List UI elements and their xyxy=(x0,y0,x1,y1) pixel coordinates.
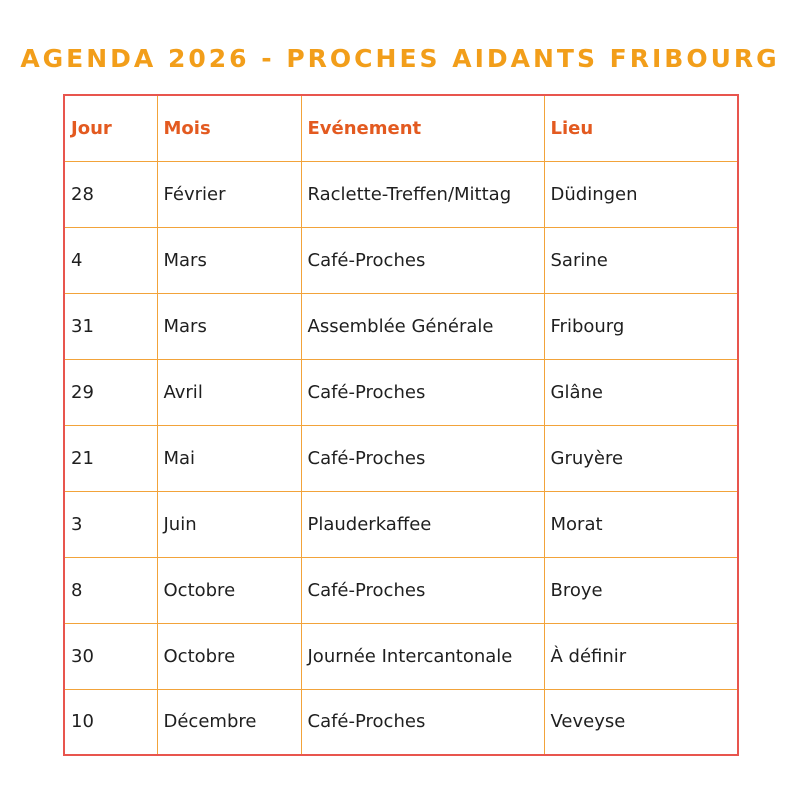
table-row xyxy=(64,227,738,293)
cell-mois: Avril xyxy=(157,359,301,425)
cell-evenement: Café-Proches xyxy=(301,557,544,623)
cell-evenement: Plauderkaffee xyxy=(301,491,544,557)
cell-jour: 28 xyxy=(64,161,157,227)
cell-lieu: Broye xyxy=(544,557,738,623)
cell-lieu: Fribourg xyxy=(544,293,738,359)
cell-lieu: Veveyse xyxy=(544,689,738,755)
cell-mois: Octobre xyxy=(157,557,301,623)
cell-mois: Mai xyxy=(157,425,301,491)
cell-mois: Mars xyxy=(157,293,301,359)
cell-jour: 10 xyxy=(64,689,157,755)
cell-jour: 4 xyxy=(64,227,157,293)
table-row xyxy=(64,359,738,425)
cell-evenement: Café-Proches xyxy=(301,425,544,491)
table-row xyxy=(64,161,738,227)
header-mois: Mois xyxy=(157,95,301,161)
table-row xyxy=(64,623,738,689)
table-row xyxy=(64,491,738,557)
cell-lieu: Sarine xyxy=(544,227,738,293)
cell-lieu: Düdingen xyxy=(544,161,738,227)
cell-lieu: Morat xyxy=(544,491,738,557)
table-row xyxy=(64,689,738,755)
cell-mois: Mars xyxy=(157,227,301,293)
table-row xyxy=(64,425,738,491)
cell-jour: 29 xyxy=(64,359,157,425)
cell-evenement: Assemblée Générale xyxy=(301,293,544,359)
cell-lieu: À définir xyxy=(544,623,738,689)
cell-jour: 31 xyxy=(64,293,157,359)
agenda-table xyxy=(63,94,739,756)
table-header-row xyxy=(64,95,738,161)
cell-jour: 21 xyxy=(64,425,157,491)
cell-lieu: Glâne xyxy=(544,359,738,425)
cell-mois: Février xyxy=(157,161,301,227)
table-row xyxy=(64,293,738,359)
header-lieu: Lieu xyxy=(544,95,738,161)
cell-mois: Octobre xyxy=(157,623,301,689)
cell-jour: 8 xyxy=(64,557,157,623)
table-row xyxy=(64,557,738,623)
cell-jour: 3 xyxy=(64,491,157,557)
cell-lieu: Gruyère xyxy=(544,425,738,491)
cell-evenement: Café-Proches xyxy=(301,359,544,425)
cell-jour: 30 xyxy=(64,623,157,689)
header-evenement: Evénement xyxy=(301,95,544,161)
page-title: AGENDA 2026 - PROCHES AIDANTS FRIBOURG xyxy=(20,44,780,73)
cell-mois: Juin xyxy=(157,491,301,557)
header-jour: Jour xyxy=(64,95,157,161)
cell-mois: Décembre xyxy=(157,689,301,755)
cell-evenement: Café-Proches xyxy=(301,689,544,755)
cell-evenement: Journée Intercantonale xyxy=(301,623,544,689)
cell-evenement: Raclette-Treffen/Mittag xyxy=(301,161,544,227)
cell-evenement: Café-Proches xyxy=(301,227,544,293)
